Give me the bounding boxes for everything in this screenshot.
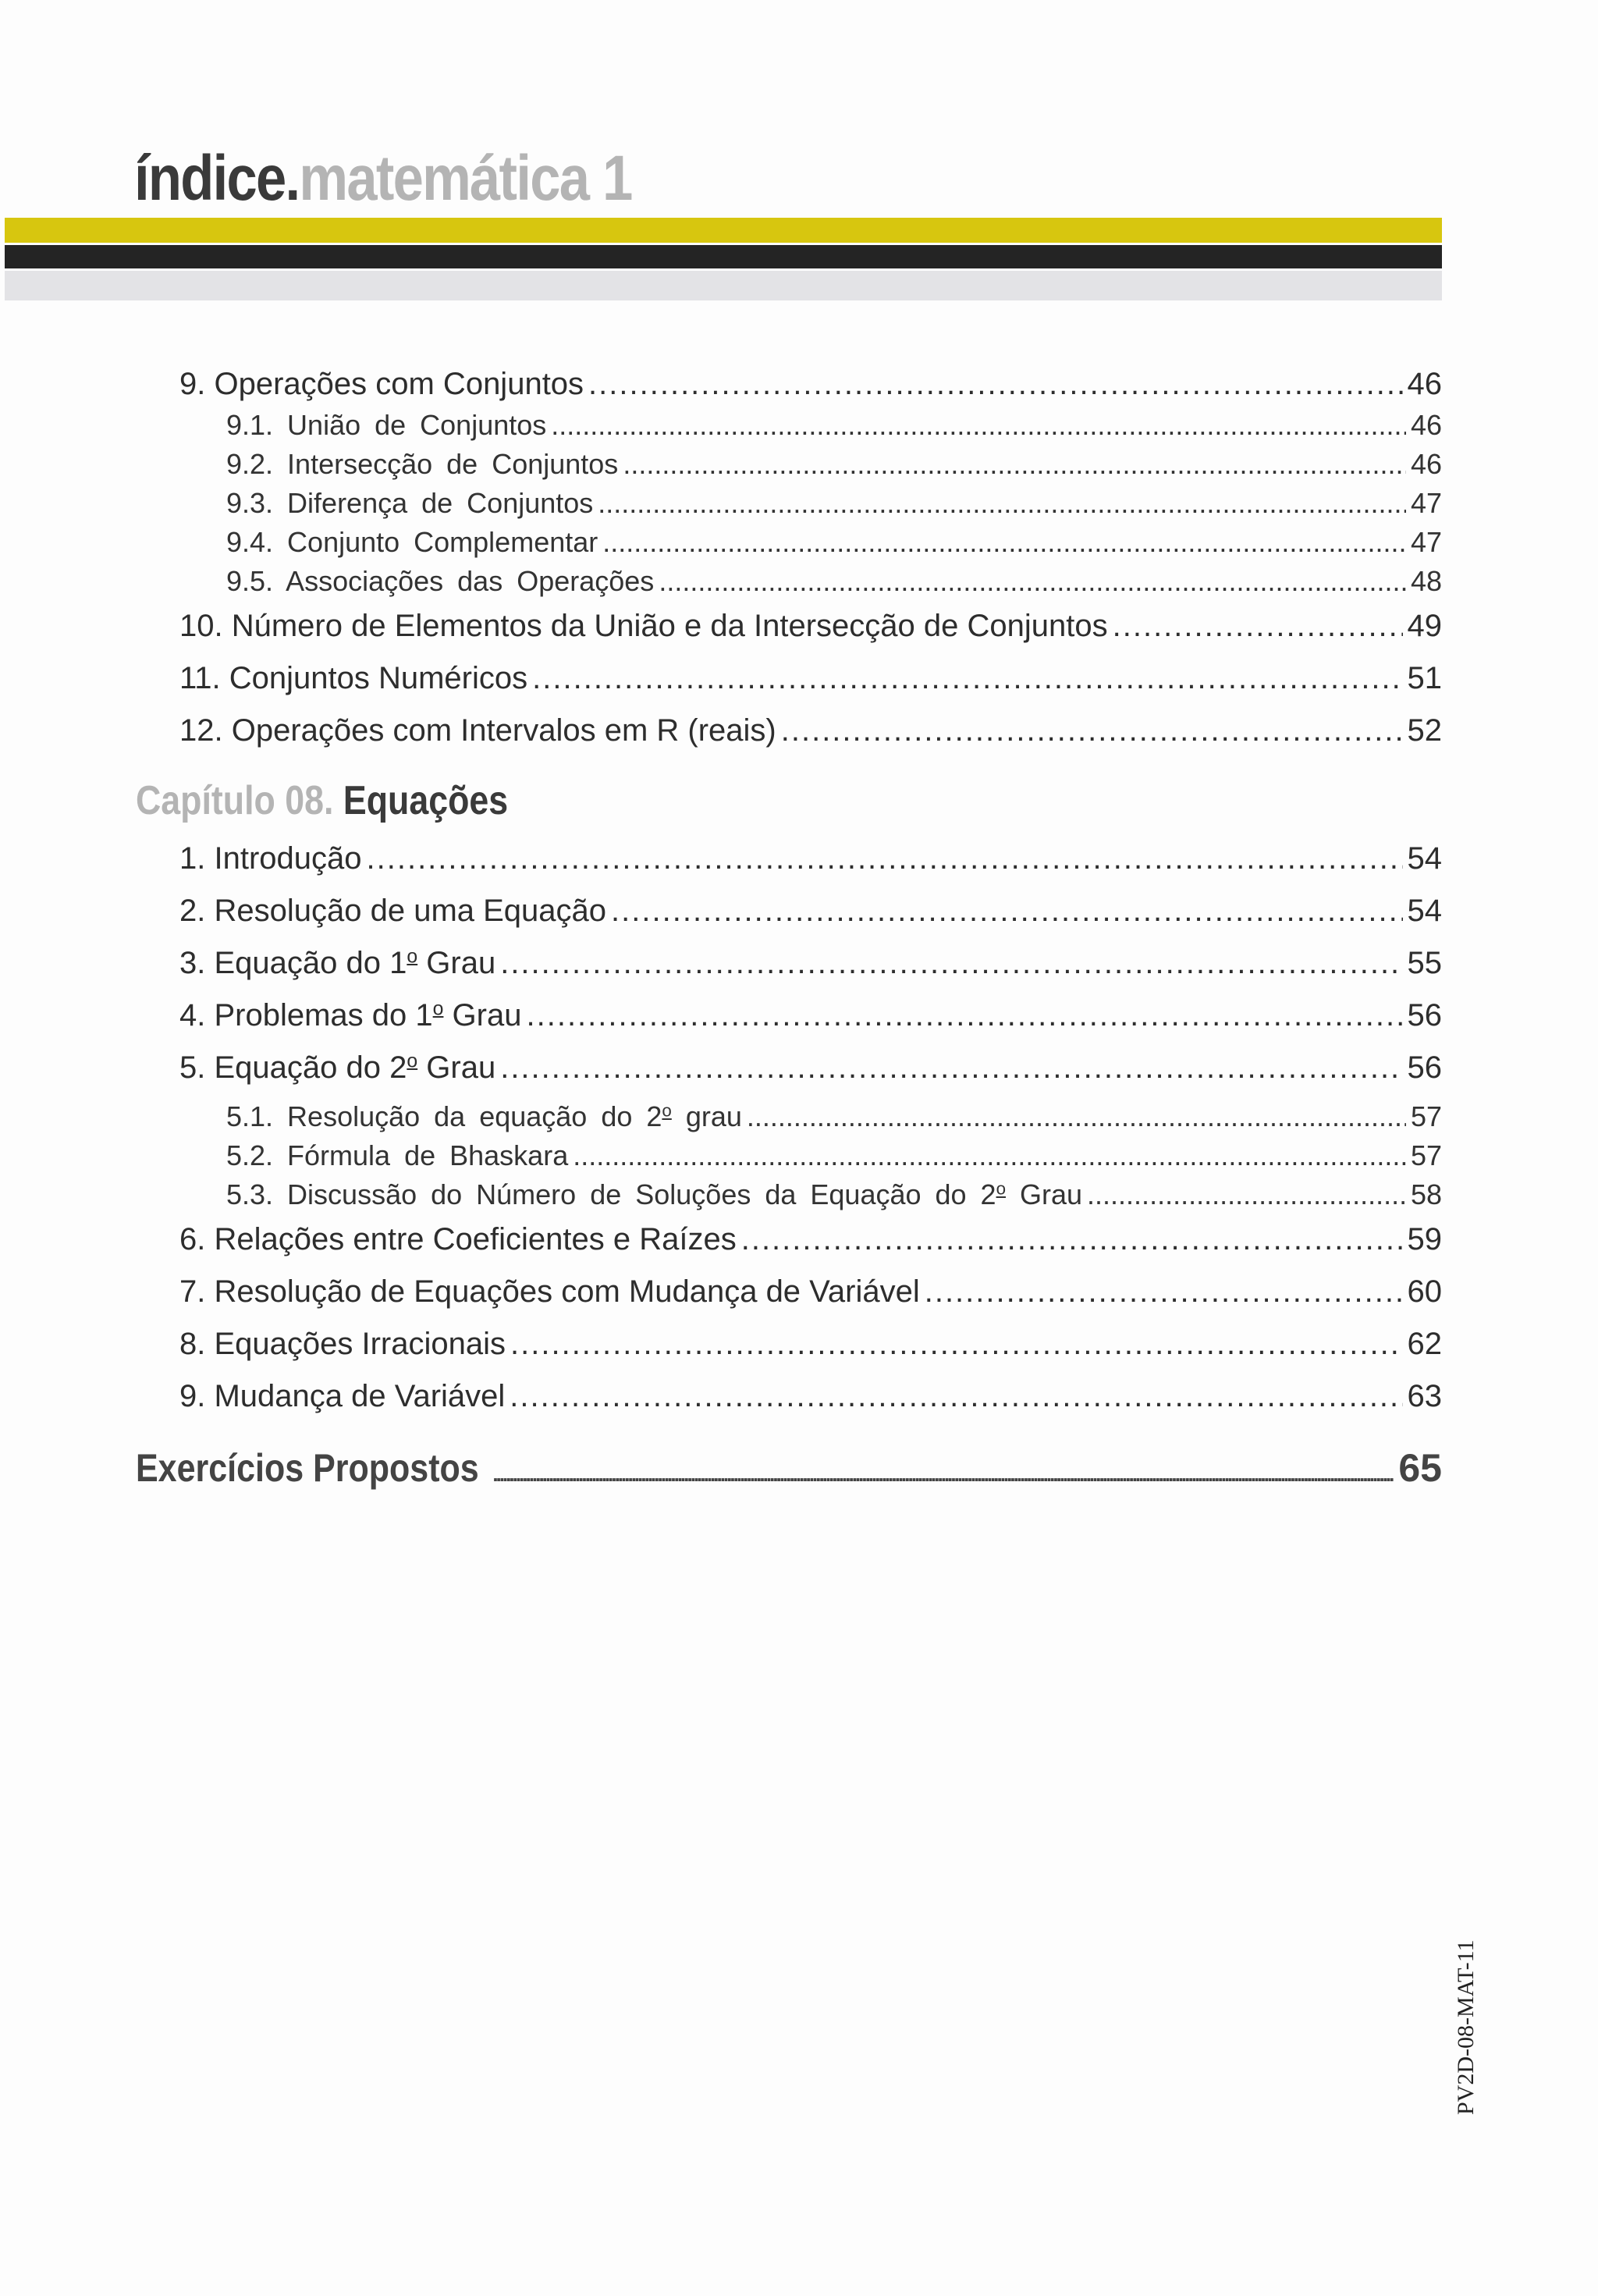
toc-entry-label — [179, 609, 1108, 644]
toc-entry-suffix: Grau — [443, 998, 522, 1032]
toc-entry-label — [179, 1327, 506, 1362]
toc-entry[interactable] — [179, 1274, 1442, 1310]
toc-entry-text: 4. Problemas do 1 — [179, 998, 433, 1032]
toc-entry[interactable] — [179, 998, 1442, 1033]
toc-entry-label — [226, 487, 593, 520]
toc-entry-page: 49 — [1407, 609, 1442, 643]
toc-entry-page: 57 — [1410, 1139, 1442, 1171]
toc-entry-page: 63 — [1407, 1379, 1442, 1413]
toc-entry[interactable] — [179, 609, 1442, 644]
toc-entry[interactable] — [179, 1379, 1442, 1414]
dot-leader — [510, 1379, 1402, 1414]
dot-leader — [588, 367, 1402, 402]
toc-entry[interactable] — [179, 946, 1442, 981]
toc-entry-page: 51 — [1407, 661, 1442, 695]
toc-entry-page: 56 — [1407, 998, 1442, 1032]
toc-entry-page: 56 — [1407, 1050, 1442, 1085]
dot-leader — [1113, 609, 1403, 644]
toc-entry-label — [226, 1178, 1082, 1211]
toc-entry-text: 2. Resolução de uma Equação — [179, 894, 607, 928]
toc-entry[interactable] — [179, 661, 1442, 696]
chapter-prefix: Capítulo 08. — [136, 778, 334, 823]
toc-entry-page: 59 — [1407, 1222, 1442, 1256]
toc-entry-text: 5.3. Discussão do Número de Soluções da Equação do 2 — [226, 1178, 996, 1210]
dot-leader — [526, 998, 1402, 1033]
toc-entry[interactable] — [179, 1050, 1442, 1086]
toc-entry-text: 8. Equações Irracionais — [179, 1327, 506, 1361]
toc-entry-text: 7. Resolução de Equações com Mudança de Variável — [179, 1274, 920, 1309]
index-title-subject: matemática 1 — [299, 143, 632, 214]
toc-entry-text: 9.1. União de Conjuntos — [226, 409, 547, 441]
toc-entry-text: 10. Número de Elementos da União e da Intersecção de Conjuntos — [179, 609, 1108, 643]
toc-entry-text: 5. Equação do 2 — [179, 1050, 407, 1085]
dot-leader — [500, 946, 1402, 981]
toc-entry-page: 47 — [1410, 526, 1442, 558]
toc-entry[interactable] — [226, 565, 1442, 598]
toc-entry-label — [179, 894, 606, 929]
toc-entry[interactable] — [179, 1327, 1442, 1362]
toc-entry-label — [226, 448, 618, 481]
toc-entry-label — [226, 565, 654, 598]
dot-leader — [781, 713, 1403, 748]
chapter-heading — [136, 777, 508, 824]
toc-entry[interactable] — [226, 1139, 1442, 1172]
toc-entry-page: 46 — [1407, 367, 1442, 401]
toc-entry-page: 46 — [1410, 448, 1442, 480]
toc-entry-label — [226, 1139, 568, 1172]
toc-entry-text: 9.4. Conjunto Complementar — [226, 526, 598, 558]
toc-entry-page: 48 — [1410, 565, 1442, 597]
ordinal-indicator: o — [996, 1178, 1006, 1199]
toc-entry-page: 55 — [1407, 946, 1442, 980]
dot-leader — [1087, 1178, 1406, 1211]
dot-leader — [551, 409, 1406, 442]
toc-entry-page: 52 — [1407, 713, 1442, 748]
ordinal-indicator: o — [662, 1100, 672, 1121]
toc-entry[interactable] — [226, 1178, 1442, 1211]
dot-leader — [623, 448, 1406, 481]
toc-entry[interactable] — [226, 526, 1442, 559]
toc-entry-label — [179, 1274, 920, 1310]
dot-leader — [602, 526, 1406, 559]
dot-leader — [747, 1100, 1406, 1133]
toc-entry-text: 12. Operações com Intervalos em R (reais) — [179, 713, 776, 748]
toc-entry-suffix: grau — [671, 1100, 742, 1132]
toc-entry-exercises[interactable] — [136, 1445, 1442, 1491]
toc-entry-label — [179, 367, 584, 402]
chapter-title: Equações — [343, 778, 509, 823]
toc-entry-text: 3. Equação do 1 — [179, 946, 407, 980]
toc-entry-suffix: Grau — [1006, 1178, 1083, 1210]
toc-entry-text: 9.3. Diferença de Conjuntos — [226, 487, 594, 519]
toc-entry[interactable] — [226, 1100, 1442, 1133]
toc-entry-page: 46 — [1410, 409, 1442, 441]
toc-entry-page: 62 — [1407, 1327, 1442, 1361]
toc-entry-page: 54 — [1407, 894, 1442, 928]
dot-leader — [573, 1139, 1406, 1172]
ordinal-indicator: o — [432, 998, 444, 1020]
toc-entry-text: 6. Relações entre Coeficientes e Raízes — [179, 1222, 737, 1256]
dot-leader — [611, 894, 1402, 929]
dot-leader — [741, 1222, 1403, 1257]
toc-entry-suffix: Grau — [417, 1050, 496, 1085]
toc-entry-label — [179, 841, 362, 876]
dot-leader — [367, 841, 1403, 876]
toc-entry-label — [179, 661, 527, 696]
toc-entry-label: Exercícios Propostos — [136, 1446, 479, 1490]
toc-entry-text: 11. Conjuntos Numéricos — [179, 661, 528, 695]
toc-entry-label — [179, 1222, 737, 1257]
toc-entry-label — [226, 409, 546, 442]
toc-entry-label — [179, 1379, 505, 1414]
toc-entry-page: 57 — [1410, 1100, 1442, 1132]
toc-entry-label — [179, 998, 521, 1033]
dot-leader — [500, 1050, 1402, 1086]
toc-entry[interactable] — [179, 894, 1442, 929]
toc-entry[interactable] — [226, 448, 1442, 481]
index-title-prefix: índice. — [134, 143, 300, 214]
dot-leader — [510, 1327, 1402, 1362]
document-code: PV2D-08-MAT-11 — [1453, 1939, 1479, 2115]
toc-entry-text: 5.1. Resolução da equação do 2 — [226, 1100, 662, 1132]
toc-entry-page: 58 — [1410, 1178, 1442, 1210]
toc-entry[interactable] — [179, 713, 1442, 748]
dot-leader — [532, 661, 1402, 696]
dot-leader — [598, 487, 1406, 520]
toc-entry-suffix: Grau — [417, 946, 496, 980]
toc-entry[interactable] — [226, 487, 1442, 520]
toc-entry-label — [226, 526, 598, 559]
toc-entry-text: 5.2. Fórmula de Bhaskara — [226, 1139, 569, 1171]
toc-entry-text: 1. Introdução — [179, 841, 362, 876]
toc-entry-label — [179, 713, 776, 748]
dot-leader — [492, 1463, 1394, 1487]
toc-entry-text: 9.5. Associações das Operações — [226, 565, 655, 597]
toc-entry-label — [226, 1100, 742, 1133]
toc-entry-text: 9. Mudança de Variável — [179, 1379, 506, 1413]
toc-entry-label — [179, 946, 495, 981]
dot-leader — [659, 565, 1406, 598]
ordinal-indicator: o — [407, 1050, 418, 1072]
toc-entry[interactable] — [179, 1222, 1442, 1257]
toc-entry[interactable] — [226, 409, 1442, 442]
toc-entry-page: 54 — [1407, 841, 1442, 876]
toc-entry[interactable] — [179, 367, 1442, 402]
toc-entry-page: 60 — [1407, 1274, 1442, 1309]
toc-entry[interactable] — [179, 841, 1442, 876]
toc-entry-page: 47 — [1410, 487, 1442, 519]
toc-entry-label — [179, 1050, 495, 1086]
toc-entry-text: 9. Operações com Conjuntos — [179, 367, 584, 401]
toc-entry-text: 9.2. Intersecção de Conjuntos — [226, 448, 619, 480]
ordinal-indicator: o — [407, 946, 418, 968]
dot-leader — [925, 1274, 1403, 1310]
toc-entry-page: 65 — [1398, 1446, 1442, 1490]
